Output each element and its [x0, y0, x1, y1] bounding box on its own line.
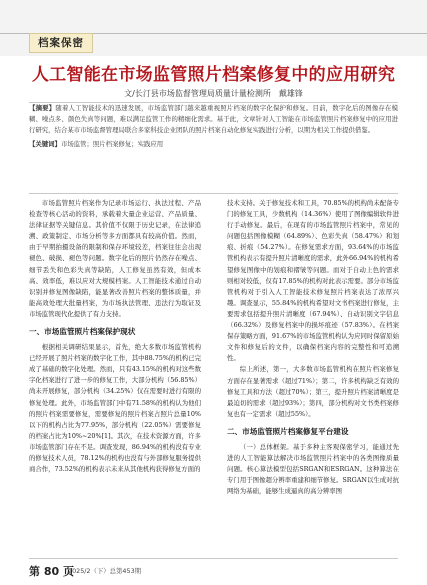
body-paragraph: 市场监管照片档案作为记录市场运行、执法过程、产品检查等核心活动的资料，承载着大量企业运营、产品质量、法律证据等关键信息。其价值不仅限于历史记录，在法律追溯、政策制定、市场分析等多方面都具有较高价值。然而，由于早期拍摄设备的限制和保存环境较差，档案往往会出现褪色、破损、褪色等问题。数字化后的照片仍然存在噪点、细节丢失和色彩失真等缺陷，人工修复虽然有效，但成本高、效率低，难以应对大规模档案。人工智能技术通过自动识别并修复图像缺陷，能显著改善照片档案的整体质量，并能高效处理大批量档案，为市场执法管理、违法行为取证及市场监管现代化提供了有力支持。 — [29, 199, 201, 318]
section-heading-2: 二、市场监管照片档案修复平台建设 — [227, 426, 349, 436]
page-number: 第 80 页 — [29, 565, 74, 578]
footer-rule — [29, 558, 398, 559]
article-title: 人工智能在市场监管照片档案修复中的应用研究 — [31, 65, 396, 85]
abstract-paragraph — [29, 103, 398, 137]
abstract-box — [29, 102, 398, 194]
section-tag: 档案保密 — [29, 33, 93, 53]
issue-info: 2025/2（下）总第453期 — [68, 567, 142, 575]
keywords-text: 市场监管；照片档案修复；实践应用 — [60, 139, 164, 148]
body-paragraph: （一）总体框架。基于多种主客观保密学习，能通过先进的人工智能算法解决市场监管照片档案中的各类图像质量问题。核心算法模型包括SRGAN和ESRGAN。这种算法在专门用于图像超分辨率重建和细节修复。SRGAN以生成对抗网络为基础，能够生成逼真的高分辨率图 — [227, 442, 399, 496]
abstract-label: 【摘要】 — [29, 104, 56, 112]
right-column — [227, 198, 399, 497]
section-heading-1: 一、市场监管照片档案保护现状 — [29, 327, 136, 337]
left-column — [29, 198, 201, 475]
body-paragraph: 根据相关调研结果显示，首先，绝大多数市场监管机构已经开展了照片档案的数字化工作，其中88.75%的机构已完成了基础的数字化处理。然而，只有43.15%的机构对这些数字化档案进行了进一步的修复工作，大部分机构（56.85%）尚未开展修复，部分机构（34.25%）仅在需要时进行有限的修复处理。此外，市场监管部门中有71.58%的机构认为他们的照片档案需要修复，需要修复的照片档案占照片总量10%以下的机构占比为77.95%，部分机构（22.05%）需要修复的档案占比为10%~20%[1]。其次，在技术资源方面，许多市场监管部门存在不足。调查发现，86.94%的机构没有专业的修复技术人员，78.12%的机构也没有与外部修复服务提供商合作，73.52%的机构表示未来从其他机构获得修复方面的 — [29, 343, 201, 474]
body-paragraph: 技术支持。关于修复技术和工具，70.85%的机构尚未配备专门的修复工具，少数机构（14.36%）使用了图像编辑软件进行手动修复。最后，在现有的市场监管照片档案中，常见的问题包括图像模糊（64.89%）、色彩失真（58.47%）和划痕、折痕（54.27%）。在修复需求方面，93.64%的市场监管机构表示有提升照片清晰度的需求，此外66.94%的机构希望修复图像中的划痕和褶皱等问题。而对于自动上色的需求则相对较低，仅有17.85%的机构对此表示需要。部分市场监管机构对于引入人工智能技术修复照片档案表达了浓厚兴趣。调查显示，55.84%的机构希望对文书档案进行修复，主要需求包括提升照片清晰度（67.94%）、自动识别文字信息（66.32%）及修复档案中的损坏痕迹（57.83%）。在档案保存策略方面，91.67%的市场监管机构认为应同时保留原始文件和修复后的文件，以确保档案内容的完整性和可追溯性。 — [227, 199, 399, 363]
keywords-label: 【关键词】 — [29, 139, 61, 148]
body-paragraph: 综上所述，第一，大多数市场监管机构在照片档案修复方面存在显著需求（超过71%）；第二，许多机构缺乏有效的修复工具和方法（超过70%）；第三，提升照片档案清晰度是最迫切的需求（超过93%）；第四，部分机构对文书类档案修复也有一定需求（超过55%）。 — [227, 365, 399, 418]
abstract-text: 随着人工智能技术的迅速发展，市场监管部门越来越重视照片档案的数字化保护和修复。目前，数字化后的图像存在模糊、噪点多、颜色失真等问题，难以满足监管工作的精细化需求。基于此，文章针对人工智能在市场监管照片档案修复中的应用进行研究，结合某市市场监督管理局联合多家科技企业团队的照片档案自动化修复实践进行分析，以期为相关工作提供借鉴。 — [29, 104, 399, 135]
author-line: 文/长汀县市场监督管理局质量计量检测所 戴雄锋 — [124, 89, 303, 98]
keywords-paragraph — [29, 139, 398, 150]
